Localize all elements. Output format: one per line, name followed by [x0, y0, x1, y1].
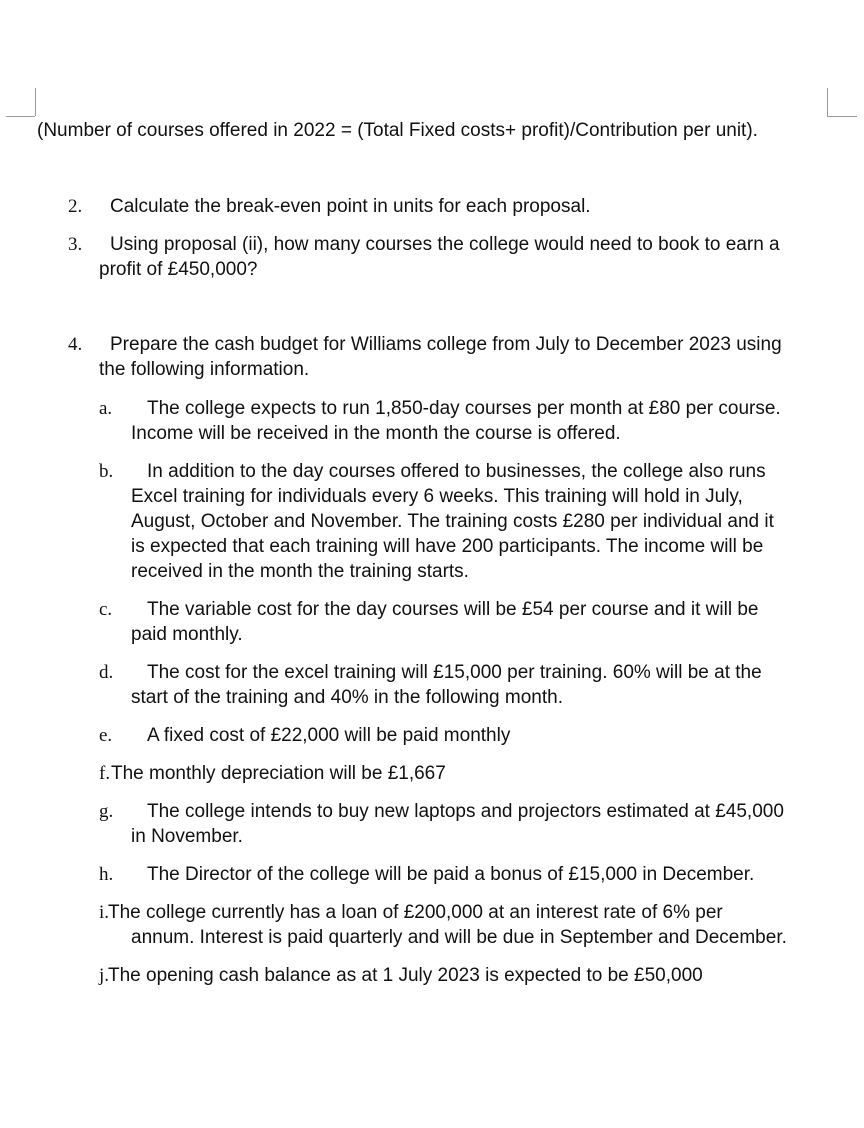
- item-d-line-2: start of the training and 40% in the following month.: [131, 687, 563, 708]
- item-a-line-2: Income will be received in the month the course is offered.: [131, 423, 621, 444]
- question-3-text-line-2: profit of £450,000?: [99, 259, 258, 280]
- item-a-label: a.: [99, 398, 113, 419]
- item-c-line-1: The variable cost for the day courses will be £54 per course and it will be: [147, 599, 759, 620]
- crop-mark-top-left-vertical: [35, 88, 36, 116]
- item-b-label: b.: [99, 461, 114, 482]
- item-d-line-1: The cost for the excel training will £15,000 per training. 60% will be at the: [147, 662, 762, 683]
- item-b-line-1: In addition to the day courses offered to businesses, the college also runs: [147, 461, 766, 482]
- item-b-line-2: Excel training for individuals every 6 weeks. This training will hold in July,: [131, 486, 743, 507]
- question-4-number: 4.: [68, 334, 83, 355]
- intro-text: (Number of courses offered in 2022 = (Total Fixed costs+ profit)/Contribution per unit).: [37, 120, 758, 141]
- item-g-line-1: The college intends to buy new laptops and projectors estimated at £45,000: [147, 801, 784, 822]
- question-4-text-line-2: the following information.: [99, 359, 310, 380]
- item-c-label: c.: [99, 599, 113, 620]
- item-j-line-1: The opening cash balance as at 1 July 2023 is expected to be £50,000: [108, 965, 703, 986]
- item-c-line-2: paid monthly.: [131, 624, 243, 645]
- item-e-line-1: A fixed cost of £22,000 will be paid monthly: [147, 725, 511, 746]
- item-h-line-1: The Director of the college will be paid a bonus of £15,000 in December.: [147, 864, 755, 885]
- item-i-label: i.: [99, 902, 110, 923]
- item-d-label: d.: [99, 662, 114, 683]
- item-g-line-2: in November.: [131, 826, 243, 847]
- item-i-line-2: annum. Interest is paid quarterly and will be due in September and December.: [131, 927, 787, 948]
- item-b-line-4: is expected that each training will have 200 participants. The income will be: [131, 536, 764, 557]
- item-g-label: g.: [99, 801, 114, 822]
- item-j-label: j.: [99, 965, 110, 986]
- crop-mark-top-left-horizontal: [6, 116, 35, 117]
- item-i-line-1: The college currently has a loan of £200,000 at an interest rate of 6% per: [108, 902, 723, 923]
- crop-mark-top-right-vertical: [827, 88, 828, 116]
- question-3-text-line-1: Using proposal (ii), how many courses the college would need to book to earn a: [110, 234, 780, 255]
- item-a-line-1: The college expects to run 1,850-day courses per month at £80 per course.: [147, 398, 781, 419]
- question-4-text-line-1: Prepare the cash budget for Williams college from July to December 2023 using: [110, 334, 782, 355]
- item-b-line-5: received in the month the training starts.: [131, 561, 469, 582]
- item-f-label: f.: [99, 763, 111, 784]
- crop-mark-top-right-horizontal: [827, 116, 857, 117]
- question-2-number: 2.: [68, 196, 83, 217]
- item-e-label: e.: [99, 725, 113, 746]
- item-b-line-3: August, October and November. The training costs £280 per individual and it: [131, 511, 774, 532]
- item-f-line-1: The monthly depreciation will be £1,667: [111, 763, 446, 784]
- question-3-number: 3.: [68, 234, 83, 255]
- question-2-text: Calculate the break-even point in units for each proposal.: [110, 196, 591, 217]
- item-h-label: h.: [99, 864, 114, 885]
